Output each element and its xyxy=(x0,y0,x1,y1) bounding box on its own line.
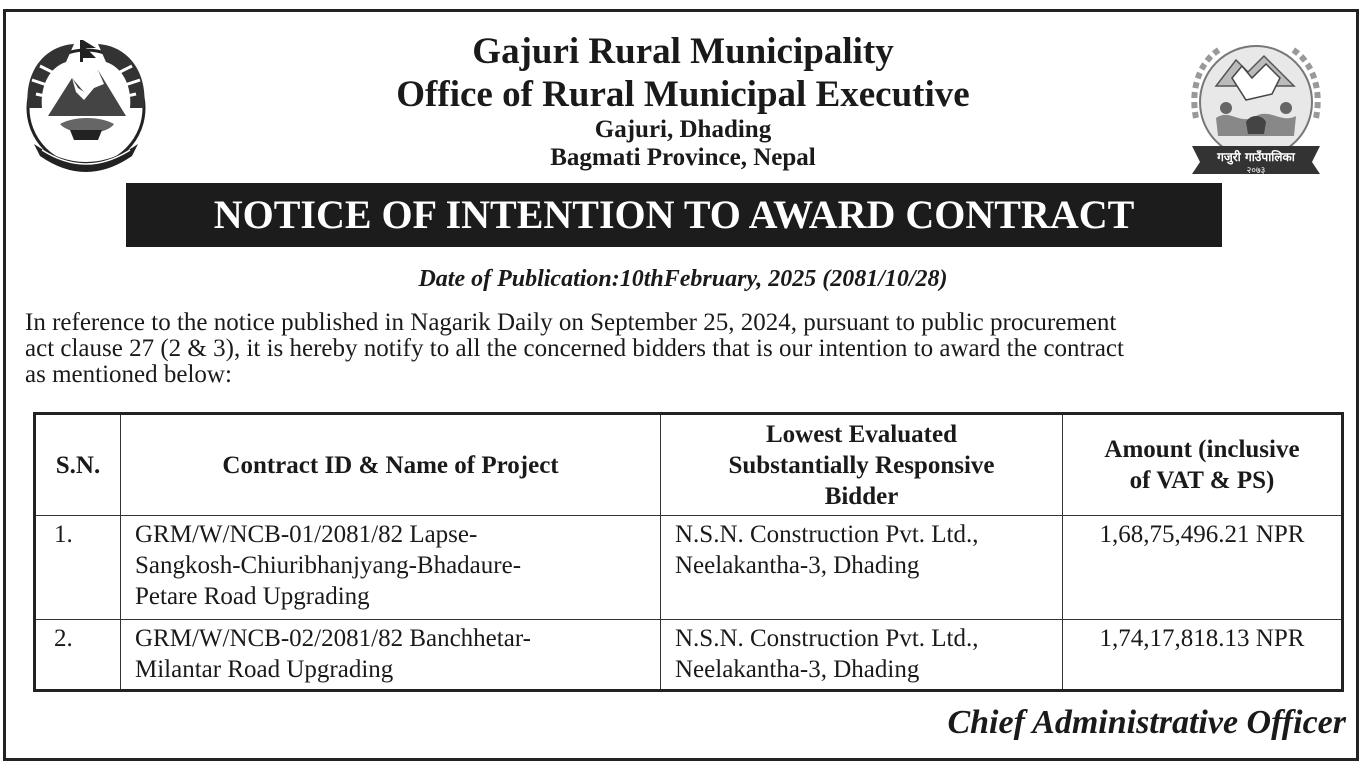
signatory-title: Chief Administrative Officer xyxy=(947,704,1346,741)
table-header-row xyxy=(35,414,1343,516)
intro-line: as mentioned below: xyxy=(25,361,232,388)
award-table xyxy=(33,412,1344,692)
intro-line: In reference to the notice published in Nagarik Daily on September 25, 2024, pursuant to public procurement xyxy=(25,309,1117,336)
header-sn: S.N. xyxy=(35,414,121,516)
cell-bidder: N.S.N. Construction Pvt. Ltd., Neelakantha-3, Dhading xyxy=(661,516,1063,620)
table-row xyxy=(35,620,1343,691)
table-row xyxy=(35,516,1343,620)
header-bidder: Lowest Evaluated Substantially Responsive Bidder xyxy=(661,414,1063,516)
cell-project: GRM/W/NCB-01/2081/82 Lapse- Sangkosh-Chiuribhanjyang-Bhadaure- Petare Road Upgrading xyxy=(121,516,661,620)
header-amount: Amount (inclusive of VAT & PS) xyxy=(1063,414,1343,516)
intro-paragraph xyxy=(25,310,1355,388)
office-province: Bagmati Province, Nepal xyxy=(550,144,816,171)
municipality-name: Gajuri Rural Municipality xyxy=(472,31,894,72)
cell-amount: 1,74,17,818.13 NPR xyxy=(1063,620,1343,691)
intro-line: act clause 27 (2 & 3), it is hereby notify to all the concerned bidders that is our intention to award the contract xyxy=(25,335,1124,362)
cell-amount: 1,68,75,496.21 NPR xyxy=(1063,516,1343,620)
publication-date: Date of Publication:10thFebruary, 2025 (2081/10/28) xyxy=(418,266,948,292)
logo-year: २०७३ xyxy=(1246,166,1266,176)
cell-bidder: N.S.N. Construction Pvt. Ltd., Neelakantha-3, Dhading xyxy=(661,620,1063,691)
notice-title-banner: NOTICE OF INTENTION TO AWARD CONTRACT xyxy=(126,183,1222,247)
cell-sn: 2. xyxy=(35,620,121,691)
logo-caption: गजुरी गाउँपालिका xyxy=(1217,150,1295,164)
office-location: Gajuri, Dhading xyxy=(594,116,772,143)
office-name: Office of Rural Municipal Executive xyxy=(396,74,970,115)
cell-sn: 1. xyxy=(35,516,121,620)
cell-project: GRM/W/NCB-02/2081/82 Banchhetar- Milantar Road Upgrading xyxy=(121,620,661,691)
header-project: Contract ID & Name of Project xyxy=(121,414,661,516)
